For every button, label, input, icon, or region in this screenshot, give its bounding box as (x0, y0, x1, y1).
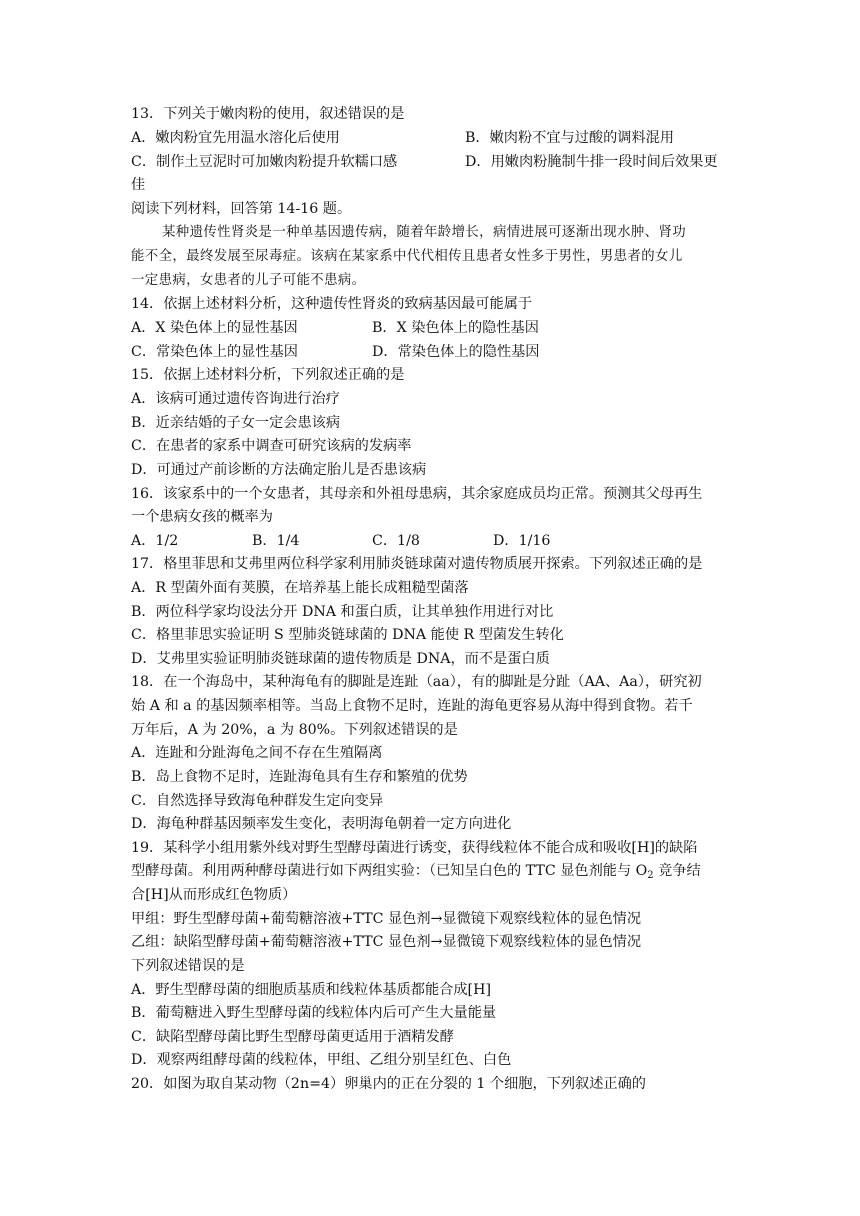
q15-stem: 15．依据上述材料分析，下列叙述正确的是 (131, 367, 405, 383)
q17-option-d: D．艾弗里实验证明肺炎链球菌的遗传物质是 DNA，而不是蛋白质 (131, 651, 550, 667)
q13-stem: 13．下列关于嫩肉粉的使用，叙述错误的是 (131, 106, 405, 122)
q15-option-b: B．近亲结婚的子女一定会患该病 (131, 415, 341, 431)
q14-option-b: B．X 染色体上的隐性基因 (372, 320, 539, 336)
q19-stem-line-2a: 型酵母菌。利用两种酵母菌进行如下两组实验：（已知呈白色的 TTC 显色剂能与 O (131, 863, 648, 879)
q19-option-a: A．野生型酵母菌的细胞质基质和线粒体基质都能合成[H] (131, 982, 492, 998)
q19-stem-line-2 (131, 860, 731, 882)
q18-option-a: A．连趾和分趾海龟之间不存在生殖隔离 (131, 745, 383, 761)
q19-option-b: B．葡萄糖进入野生型酵母菌的线粒体内后可产生大量能量 (131, 1005, 497, 1021)
q19-stem-line-2b: 竞争结 (653, 863, 701, 879)
passage-line-3: 一定患病，女患者的儿子可能不患病。 (131, 273, 366, 288)
q16-option-a: A．1/2 (131, 533, 179, 549)
q19-option-c: C．缺陷型酵母菌比野生型酵母菌更适用于酒精发酵 (131, 1029, 454, 1045)
q14-option-a: A．X 染色体上的显性基因 (131, 320, 298, 336)
o2-subscript: 2 (647, 870, 654, 881)
q16-stem-line-2: 一个患病女孩的概率为 (131, 509, 273, 525)
q18-option-c: C．自然选择导致海龟种群发生定向变异 (131, 793, 384, 809)
q19-group-a: 甲组：野生型酵母菌+葡萄糖溶液+TTC 显色剂→显微镜下观察线粒体的显色情况 (131, 911, 642, 927)
q14-option-c: C．常染色体上的显性基因 (131, 344, 298, 360)
q15-option-c: C．在患者的家系中调查可研究该病的发病率 (131, 438, 412, 454)
q17-option-a: A．R 型菌外面有荚膜，在培养基上能长成粗糙型菌落 (131, 580, 469, 596)
q19-ask: 下列叙述错误的是 (131, 958, 245, 974)
q19-stem-line-3: 合[H]从而形成红色物质） (131, 887, 297, 903)
q18-stem-line-1: 18．在一个海岛中，某种海龟有的脚趾是连趾（aa），有的脚趾是分趾（AA、Aa），研究初 (131, 674, 702, 690)
q16-stem-line-1: 16．该家系中的一个女患者，其母亲和外祖母患病，其余家庭成员均正常。预测其父母再生 (131, 486, 703, 502)
material-intro: 阅读下列材料，回答第 14-16 题。 (131, 201, 352, 217)
q17-option-b: B．两位科学家均设法分开 DNA 和蛋白质，让其单独作用进行对比 (131, 604, 554, 620)
q15-option-d: D．可通过产前诊断的方法确定胎儿是否患该病 (131, 462, 427, 478)
q14-option-d: D．常染色体上的隐性基因 (372, 344, 540, 360)
q13-option-d: D．用嫩肉粉腌制牛排一段时间后效果更 (465, 154, 718, 170)
q17-stem: 17．格里菲思和艾弗里两位科学家利用肺炎链球菌对遗传物质展开探索。下列叙述正确的是 (131, 556, 703, 572)
q13-option-a: A．嫩肉粉宜先用温水溶化后使用 (131, 130, 340, 146)
q20-stem: 20．如图为取自某动物（2n=4）卵巢内的正在分裂的 1 个细胞，下列叙述正确的 (131, 1076, 646, 1092)
q16-option-c: C．1/8 (372, 533, 420, 549)
q18-stem-line-2: 始 A 和 a 的基因频率相等。当岛上食物不足时，连趾的海龟更容易从海中得到食物。若千 (131, 698, 693, 714)
q15-option-a: A．该病可通过遗传咨询进行治疗 (131, 391, 340, 407)
q19-group-b: 乙组：缺陷型酵母菌+葡萄糖溶液+TTC 显色剂→显微镜下观察线粒体的显色情况 (131, 934, 642, 950)
passage-line-2: 能不全，最终发展至尿毒症。该病在某家系中代代相传且患者女性多于男性，男患者的女儿 (131, 249, 683, 264)
q13-option-b: B．嫩肉粉不宜与过酸的调料混用 (465, 130, 675, 146)
q18-option-b: B．岛上食物不足时，连趾海龟具有生存和繁殖的优势 (131, 769, 468, 785)
q19-stem-line-1: 19．某科学小组用紫外线对野生型酵母菌进行诱变，获得线粒体不能合成和吸收[H]的缺陷 (131, 840, 698, 856)
q13-option-d-cont: 佳 (131, 177, 146, 193)
q18-option-d: D．海龟种群基因频率发生变化，表明海龟朝着一定方向进化 (131, 816, 512, 832)
q14-stem: 14．依据上述材料分析，这种遗传性肾炎的致病基因最可能属于 (131, 296, 533, 312)
q17-option-c: C．格里菲思实验证明 S 型肺炎链球菌的 DNA 能使 R 型菌发生转化 (131, 627, 564, 643)
q16-option-d: D．1/16 (493, 533, 551, 549)
q16-option-b: B．1/4 (252, 533, 300, 549)
q19-option-d: D．观察两组酵母菌的线粒体，甲组、乙组分别呈红色、白色 (131, 1052, 512, 1068)
q18-stem-line-3: 万年后，A 为 20%，a 为 80%。下列叙述错误的是 (131, 722, 458, 738)
passage-line-1: 某种遗传性肾炎是一种单基因遗传病，随着年龄增长，病情进展可逐渐出现水肿、肾功 (162, 225, 687, 240)
q13-option-c: C．制作土豆泥时可加嫩肉粉提升软糯口感 (131, 154, 398, 170)
